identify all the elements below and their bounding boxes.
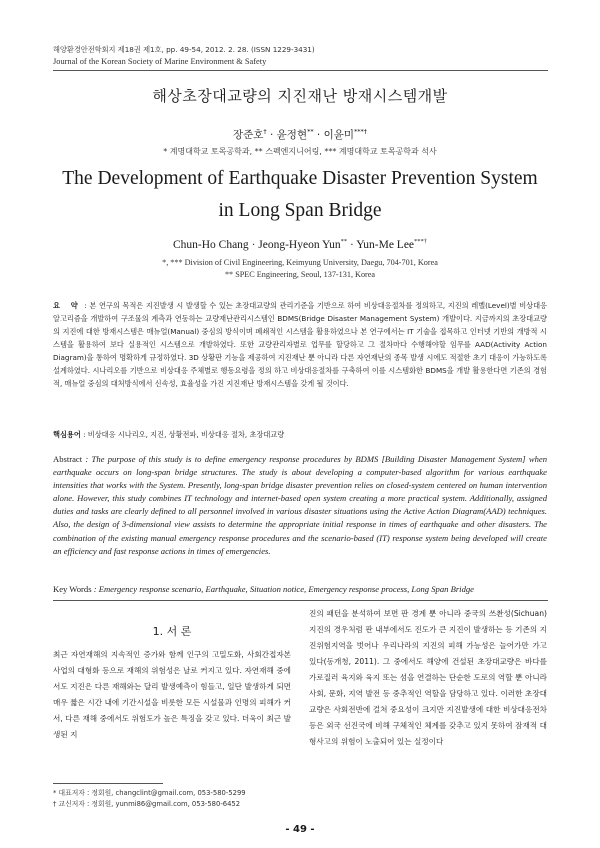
- abstract-ko-body: : 본 연구의 목적은 지진발생 시 발생할 수 있는 초장대교량의 관리기준을 기반으로 하여 비상대응절차를 정의하고, 지진의 레벨(Level)별 비상대응 알고리즘을 개발하여 구조물의 계측과 연동하는 교량재난관리시스템인 BDMS(Bridge Disaster Management System) 개발이다. 지금까지의 초장대교량의 지진에 대한 방재시스템은 매뉴얼(Manual) 중심의 방식이며 폐쇄적인 시스템을 활용하였으나 본 연구에서는 IT 기술을 접목하고 인터넷 기반의 개방적 시스템을 활용하여 보다 실용적인 시스템으로 개발하였다. 또한 교량관리자별로 업무를 할당하고 그 절차마다 수행해야할 임무를 AAD(Activity Action Diagram)을 통하여 명확하게 규정하였다. 3D 상황판 기능을 제공하여 지진재난 뿐 아니라 다른 자연재난의 종목 발생 시에도 적절한 초기 대응이 가능하도록 설계하였다. 시나리오를 기반으로 비상대응 주체별로 행동요령을 정의 하고 비상대응절차를 구축하여 이를 시스템화한 BDMS을 개발 활용한다면 기존의 경험적, 매뉴얼 중심의 대처방식에서 신속성, 효율성을 가진 지진재난 방재시스템을 갖게 될 것이다.: [53, 301, 547, 388]
- author-ko-mark-3: ***†: [354, 127, 368, 136]
- author-ko-mark-1: †: [263, 127, 267, 136]
- footnote-rule: [53, 783, 163, 784]
- author-ko-3: · 이윤미: [313, 129, 355, 141]
- abstract-en-body: : The purpose of this study is to define emergency response procedures by BDMS [Building Disaster Management System] when earthquake occurs on long-span bridge structures. The study is about developing a computer-based algorithm for various earthquake intensities that works with the System. Presently, long-span bridge disaster prevention relies on closed-system centered on human intervention alone. However, this study combines IT technology and internet-based open system creating a more practical system. Additionally, assigned duties and tasks are clearly defined to all personnel involved in various disaster situations using the Active Action Diagram(AAD) techniques. Also, the design of 3-dimensional view assists to determine the appropriate initial response in times of earthquake and other disasters. The combination of the existing manual emergency response procedures and the scenario-based (IT) response system being developed will create an efficiency and fast response actions in times of emergencies.: [53, 454, 547, 556]
- author-ko-1: 장준호: [232, 129, 264, 141]
- journal-header-en: Journal of the Korean Society of Marine Environment & Safety: [53, 57, 267, 66]
- paper-title-en-line1: The Development of Earthquake Disaster Prevention System: [62, 168, 538, 189]
- authors-ko: [0, 127, 600, 142]
- keywords-ko-label: 핵심용어: [53, 430, 81, 439]
- keywords-ko-body: : 비상대응 시나리오, 지진, 상황전파, 비상대응 절차, 초장대교량: [83, 430, 285, 439]
- body-column-left: 최근 자연재해의 지속적인 증가와 함께 인구의 고밀도화, 사회간접자본사업의 대형화 등으로 재해의 위험성은 날로 커지고 있다. 자연재해 중에서도 지진은 다른 재해와는 달리 발생예측이 힘들고, 일단 발생하게 되면 매우 짧은 시간 내에 기간시설을 비롯한 모든 시설물과 인명의 피해가 커서, 다른 재해 중에서도 위험도가 높은 특징을 갖고 있다. 더욱이 최근 발생된 지: [53, 650, 291, 739]
- keywords-en-label: Key Words: [53, 584, 92, 594]
- page-number: - 49 -: [285, 824, 315, 835]
- abstract-en-label: Abstract: [53, 454, 83, 464]
- abstract-ko-label: 요 약: [53, 301, 82, 310]
- author-ko-mark-2: **: [307, 127, 314, 136]
- author-ko-2: · 윤정현: [266, 129, 308, 141]
- journal-header-ko: 해양환경안전학회지 제18권 제1호, pp. 49-54, 2012. 2. 28. (ISSN 1229-3431): [53, 45, 315, 54]
- author-en-3: · Yun-Me Lee: [347, 238, 415, 251]
- abstract-rule: [53, 600, 548, 601]
- keywords-en: [53, 584, 547, 594]
- keywords-en-body: : Emergency response scenario, Earthquake, Situation notice, Emergency response process, Long Span Bridge: [93, 584, 474, 594]
- paper-title-ko: 해상초장대교량의 지진재난 방재시스템개발: [152, 87, 448, 105]
- body-column-right: 진의 패턴을 분석하여 보면 판 경계 뿐 아니라 중국의 쓰촨성(Sichuan)지진의 경우처럼 판 내부에서도 진도가 큰 지진이 발생하는 등 기존의 지진위험지역을 벗어나 우리나라의 지진의 피해 가능성은 늘어가만 가고 있다(동개청, 2011). 그 중에서도 해양에 건설된 초장대교량은 바다를 가로질러 육지와 육지 또는 섬을 연결하는 단순한 도로의 역할 뿐 아니라 사회, 문화, 지역 발전 등 중추적인 역할을 담당하고 있다. 이러한 초장대교량은 사회전반에 걸쳐 중요성이 크지만 지진발생에 대한 비상대응전차 등은 외국 선진국에 비해 구체적인 체계를 갖추고 있지 못하여 잠재적 대형사고의 위험이 노출되어 있는 실정이다: [309, 609, 547, 746]
- footnote-corresponding: † 교신저자 : 정회원, yunmi86@gmail.com, 053-580-6452: [53, 800, 241, 808]
- author-en-1: Chun-Ho Chang: [172, 238, 249, 251]
- affiliation-ko: * 계명대학교 토목공학과, ** 스펙엔지니어링, *** 계명대학교 토목공학과 석사: [163, 147, 437, 156]
- affiliation-en-2: ** SPEC Engineering, Seoul, 137-131, Korea: [224, 270, 376, 279]
- author-en-mark-3: ***†: [414, 238, 428, 245]
- section-title-introduction: 1. 서 론: [152, 625, 192, 638]
- keywords-ko: [53, 430, 547, 440]
- abstract-en: [53, 453, 547, 558]
- header-rule: [53, 70, 548, 71]
- paper-title-en-line2: in Long Span Bridge: [218, 200, 382, 221]
- footnote-author: * 대표저자 : 정회원, changclint@gmail.com, 053-580-5299: [53, 789, 246, 797]
- author-en-mark-2: **: [340, 238, 348, 245]
- author-en-2: · Jeong-Hyeon Yun: [248, 238, 341, 251]
- authors-en: [0, 238, 600, 251]
- abstract-ko: [53, 299, 547, 390]
- affiliation-en-1: *, *** Division of Civil Engineering, Keimyung University, Daegu, 704-701, Korea: [162, 258, 438, 267]
